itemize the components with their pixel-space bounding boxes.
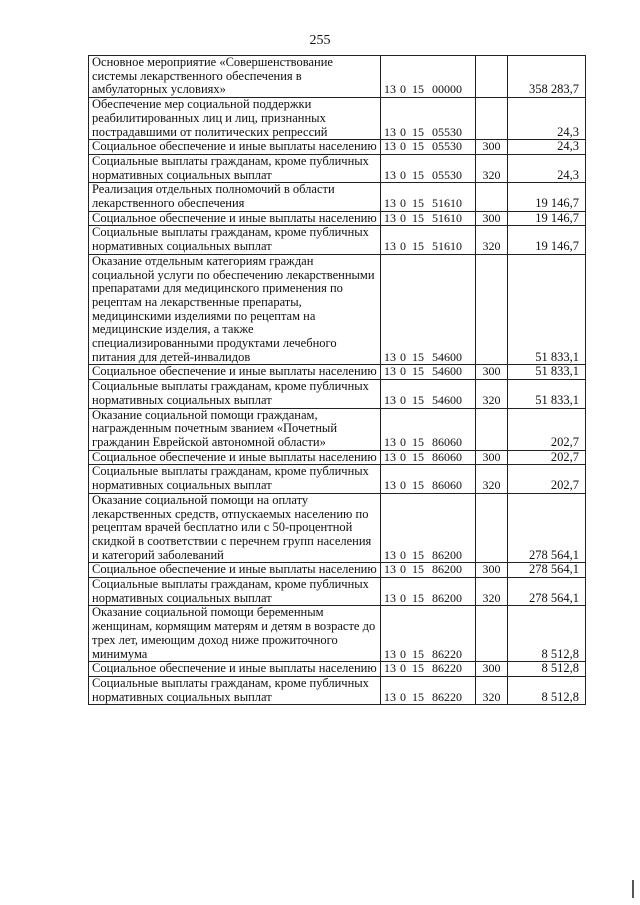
row-name: Социальное обеспечение и иные выплаты населению — [89, 662, 381, 677]
code-part: 86220 — [432, 646, 462, 661]
code-part: 86200 — [432, 547, 462, 562]
row-target-code — [381, 676, 476, 704]
row-amount: 202,7 — [508, 465, 586, 493]
code-part: 13 — [384, 210, 396, 225]
budget-table — [88, 55, 586, 705]
row-name: Социальные выплаты гражданам, кроме публичных нормативных социальных выплат — [89, 578, 381, 606]
page-number: 255 — [309, 33, 331, 48]
code-part: 86200 — [432, 590, 462, 605]
code-part: 86060 — [432, 434, 462, 449]
code-part: 86060 — [432, 449, 462, 464]
code-part: 0 — [400, 449, 406, 464]
code-part: 15 — [412, 167, 424, 182]
table-row — [89, 408, 586, 450]
table-row — [89, 676, 586, 704]
row-expense-type: 300 — [476, 211, 508, 226]
code-part: 05530 — [432, 139, 462, 154]
code-part: 13 — [384, 434, 396, 449]
row-name: Оказание отдельным категориям граждан социальной услуги по обеспечению лекарственными препаратами для медицинского применения по рецептам на лекарственные препараты, медицинскими изделиями по рецептам на медицинские изделия, а также специализированными продуктами лечебного питания для детей-инвалидов — [89, 254, 381, 365]
row-amount: 24,3 — [508, 98, 586, 140]
row-target-code — [381, 578, 476, 606]
code-part: 13 — [384, 547, 396, 562]
row-name: Социальные выплаты гражданам, кроме публичных нормативных социальных выплат — [89, 380, 381, 408]
table-row — [89, 365, 586, 380]
table-row — [89, 465, 586, 493]
code-part: 13 — [384, 82, 396, 97]
table-row — [89, 254, 586, 365]
row-name: Оказание социальной помощи гражданам, награжденным почетным званием «Почетный гражданин Еврейской автономной области» — [89, 408, 381, 450]
row-amount: 202,7 — [508, 408, 586, 450]
row-name: Оказание социальной помощи беременным женщинам, кормящим матерям и детям в возрасте до трех лет, имеющим доход ниже прожиточного минимума — [89, 606, 381, 662]
code-part: 54600 — [432, 349, 462, 364]
code-part: 86220 — [432, 689, 462, 704]
row-amount: 278 564,1 — [508, 578, 586, 606]
margin-mark — [632, 880, 634, 898]
code-part: 0 — [400, 392, 406, 407]
code-part: 54600 — [432, 392, 462, 407]
code-part: 0 — [400, 124, 406, 139]
row-expense-type: 300 — [476, 450, 508, 465]
code-part: 0 — [400, 210, 406, 225]
row-target-code — [381, 380, 476, 408]
row-target-code — [381, 140, 476, 155]
code-part: 86200 — [432, 562, 462, 577]
table-row — [89, 606, 586, 662]
code-part: 15 — [412, 478, 424, 493]
code-part: 0 — [400, 139, 406, 154]
code-part: 15 — [412, 562, 424, 577]
table-row — [89, 56, 586, 98]
code-part: 13 — [384, 139, 396, 154]
row-target-code — [381, 98, 476, 140]
row-amount: 8 512,8 — [508, 662, 586, 677]
table-row — [89, 450, 586, 465]
row-expense-type — [476, 408, 508, 450]
code-part: 0 — [400, 82, 406, 97]
row-target-code — [381, 563, 476, 578]
table-row — [89, 380, 586, 408]
row-target-code — [381, 56, 476, 98]
code-part: 13 — [384, 478, 396, 493]
row-target-code — [381, 226, 476, 254]
table-row — [89, 98, 586, 140]
table-row — [89, 183, 586, 211]
table-row — [89, 154, 586, 182]
row-expense-type: 320 — [476, 465, 508, 493]
code-part: 0 — [400, 478, 406, 493]
code-part: 15 — [412, 449, 424, 464]
row-expense-type: 320 — [476, 676, 508, 704]
table-row — [89, 662, 586, 677]
code-part: 15 — [412, 646, 424, 661]
row-name: Реализация отдельных полномочий в области лекарственного обеспечения — [89, 183, 381, 211]
row-expense-type: 300 — [476, 662, 508, 677]
row-name: Социальное обеспечение и иные выплаты населению — [89, 211, 381, 226]
row-target-code — [381, 662, 476, 677]
code-part: 0 — [400, 590, 406, 605]
code-part: 13 — [384, 590, 396, 605]
code-part: 0 — [400, 661, 406, 676]
row-amount: 8 512,8 — [508, 676, 586, 704]
row-amount: 19 146,7 — [508, 183, 586, 211]
row-expense-type — [476, 254, 508, 365]
code-part: 0 — [400, 689, 406, 704]
code-part: 15 — [412, 590, 424, 605]
code-part: 15 — [412, 392, 424, 407]
code-part: 51610 — [432, 239, 462, 254]
code-part: 0 — [400, 547, 406, 562]
row-expense-type: 320 — [476, 380, 508, 408]
code-part: 15 — [412, 210, 424, 225]
code-part: 13 — [384, 196, 396, 211]
row-expense-type: 300 — [476, 365, 508, 380]
code-part: 51610 — [432, 196, 462, 211]
row-target-code — [381, 606, 476, 662]
code-part: 15 — [412, 139, 424, 154]
row-name: Социальные выплаты гражданам, кроме публичных нормативных социальных выплат — [89, 676, 381, 704]
code-part: 15 — [412, 434, 424, 449]
row-amount: 278 564,1 — [508, 563, 586, 578]
code-part: 0 — [400, 364, 406, 379]
code-part: 15 — [412, 364, 424, 379]
row-expense-type: 320 — [476, 154, 508, 182]
code-part: 15 — [412, 547, 424, 562]
code-part: 0 — [400, 562, 406, 577]
table-row — [89, 578, 586, 606]
code-part: 15 — [412, 661, 424, 676]
code-part: 0 — [400, 646, 406, 661]
row-amount: 278 564,1 — [508, 493, 586, 563]
row-target-code — [381, 183, 476, 211]
code-part: 05530 — [432, 167, 462, 182]
row-target-code — [381, 254, 476, 365]
code-part: 13 — [384, 661, 396, 676]
code-part: 13 — [384, 364, 396, 379]
row-expense-type: 300 — [476, 140, 508, 155]
code-part: 0 — [400, 239, 406, 254]
code-part: 15 — [412, 196, 424, 211]
row-expense-type: 300 — [476, 563, 508, 578]
row-target-code — [381, 493, 476, 563]
code-part: 13 — [384, 124, 396, 139]
row-amount: 19 146,7 — [508, 226, 586, 254]
code-part: 15 — [412, 82, 424, 97]
code-part: 15 — [412, 689, 424, 704]
code-part: 00000 — [432, 82, 462, 97]
row-name: Социальное обеспечение и иные выплаты населению — [89, 563, 381, 578]
code-part: 13 — [384, 167, 396, 182]
row-amount: 51 833,1 — [508, 380, 586, 408]
row-expense-type — [476, 493, 508, 563]
code-part: 13 — [384, 239, 396, 254]
code-part: 86060 — [432, 478, 462, 493]
row-target-code — [381, 450, 476, 465]
row-name: Социальные выплаты гражданам, кроме публичных нормативных социальных выплат — [89, 226, 381, 254]
code-part: 86220 — [432, 661, 462, 676]
code-part: 13 — [384, 646, 396, 661]
code-part: 13 — [384, 392, 396, 407]
row-target-code — [381, 365, 476, 380]
row-expense-type — [476, 606, 508, 662]
code-part: 13 — [384, 449, 396, 464]
row-amount: 24,3 — [508, 140, 586, 155]
row-expense-type — [476, 56, 508, 98]
row-name: Социальное обеспечение и иные выплаты населению — [89, 365, 381, 380]
code-part: 54600 — [432, 364, 462, 379]
row-amount: 8 512,8 — [508, 606, 586, 662]
row-name: Обеспечение мер социальной поддержки реабилитированных лиц и лиц, признанных пострадавшими от политических репрессий — [89, 98, 381, 140]
code-part: 0 — [400, 434, 406, 449]
table-row — [89, 563, 586, 578]
row-amount: 24,3 — [508, 154, 586, 182]
code-part: 15 — [412, 124, 424, 139]
row-amount: 358 283,7 — [508, 56, 586, 98]
row-amount: 51 833,1 — [508, 254, 586, 365]
row-expense-type — [476, 183, 508, 211]
table-row — [89, 493, 586, 563]
row-amount: 51 833,1 — [508, 365, 586, 380]
code-part: 15 — [412, 349, 424, 364]
code-part: 13 — [384, 349, 396, 364]
row-target-code — [381, 154, 476, 182]
row-expense-type: 320 — [476, 226, 508, 254]
row-name: Социальное обеспечение и иные выплаты населению — [89, 450, 381, 465]
row-expense-type — [476, 98, 508, 140]
code-part: 15 — [412, 239, 424, 254]
code-part: 05530 — [432, 124, 462, 139]
code-part: 13 — [384, 689, 396, 704]
table-row — [89, 140, 586, 155]
code-part: 13 — [384, 562, 396, 577]
row-target-code — [381, 465, 476, 493]
code-part: 0 — [400, 196, 406, 211]
row-name: Социальные выплаты гражданам, кроме публичных нормативных социальных выплат — [89, 465, 381, 493]
row-name: Социальное обеспечение и иные выплаты населению — [89, 140, 381, 155]
table-row — [89, 211, 586, 226]
table-row — [89, 226, 586, 254]
code-part: 0 — [400, 167, 406, 182]
row-name: Основное мероприятие «Совершенствование системы лекарственного обеспечения в амбулаторных условиях» — [89, 56, 381, 98]
code-part: 0 — [400, 349, 406, 364]
row-amount: 202,7 — [508, 450, 586, 465]
row-amount: 19 146,7 — [508, 211, 586, 226]
row-name: Социальные выплаты гражданам, кроме публичных нормативных социальных выплат — [89, 154, 381, 182]
row-name: Оказание социальной помощи на оплату лекарственных средств, отпускаемых населению по рецептам врачей бесплатно или с 50-процентной скидкой в соответствии с перечнем групп населения и категорий заболеваний — [89, 493, 381, 563]
row-target-code — [381, 408, 476, 450]
row-target-code — [381, 211, 476, 226]
code-part: 51610 — [432, 210, 462, 225]
row-expense-type: 320 — [476, 578, 508, 606]
